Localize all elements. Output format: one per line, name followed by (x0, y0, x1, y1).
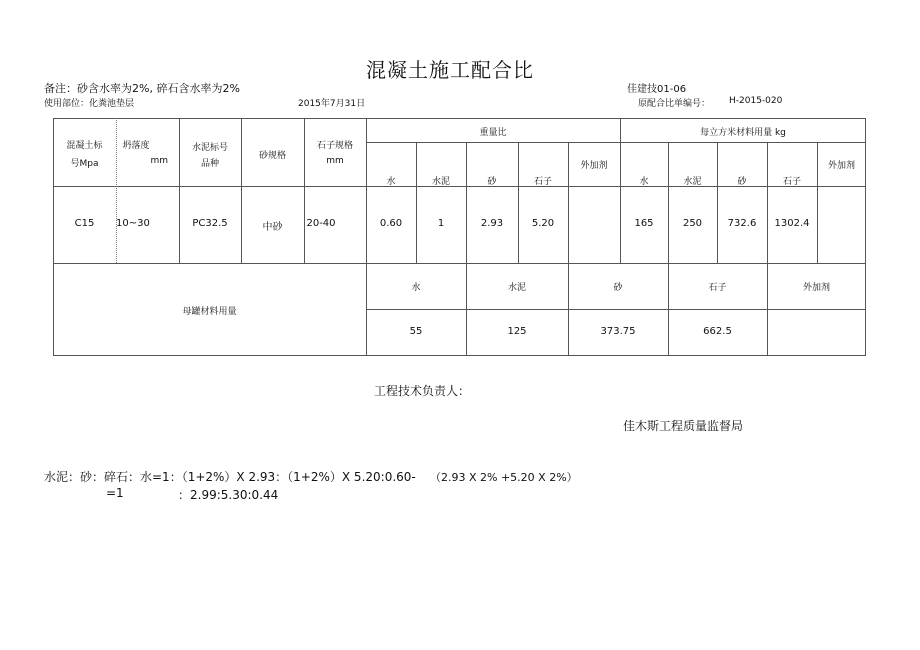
table-border (53, 118, 866, 356)
formula-line1-deduction: （2.93 X 2% +5.20 X 2%） (430, 471, 578, 484)
header-grade-line2: 号Mpa (70, 159, 99, 169)
header-stone-line1: 石子规格 (316, 141, 353, 151)
tank-header-admix: 外加剂 (802, 283, 830, 293)
tank-stone: 662.5 (703, 326, 732, 337)
table-line (620, 118, 621, 263)
tank-header-cement: 水泥 (507, 283, 526, 293)
cell-ratio-water: 0.60 (379, 218, 403, 229)
tank-water: 55 (409, 326, 423, 337)
doc-code: 佳建技01-06 (627, 84, 687, 95)
table-line (668, 263, 669, 356)
tech-lead-label: 工程技术负责人： (374, 384, 471, 398)
formula-line2-right: ：2.99:5.30:0.44 (178, 488, 279, 502)
orig-ratio-no-label: 原配合比单编号： (638, 99, 711, 109)
formula-line2-left: =1 (106, 486, 124, 500)
cell-m3-sand: 732.6 (727, 218, 757, 229)
cell-grade: C15 (74, 218, 95, 229)
header-ratio-cement: 水泥 (431, 177, 450, 187)
tank-cement: 125 (507, 326, 527, 337)
tank-sand: 373.75 (600, 326, 636, 337)
table-line (466, 142, 467, 263)
header-m3-cement: 水泥 (683, 177, 702, 187)
header-m3-sand: 砂 (737, 177, 747, 187)
usage-location: 使用部位：化粪池垫层 (44, 99, 135, 109)
header-m3-stone: 石子 (782, 177, 801, 187)
header-m3-admix: 外加剂 (827, 161, 855, 171)
cell-cement: PC32.5 (192, 218, 228, 229)
table-line (717, 142, 718, 263)
header-sand-spec: 砂规格 (258, 151, 286, 161)
orig-ratio-no: H-2015-020 (729, 96, 783, 106)
cell-stone-spec: 20-40 (306, 218, 336, 229)
header-m3-water: 水 (639, 177, 649, 187)
header-ratio-admix: 外加剂 (580, 161, 608, 171)
cell-sand-spec: 中砂 (262, 222, 283, 233)
cell-m3-cement: 250 (682, 218, 703, 229)
table-line (241, 118, 242, 263)
formula-line1: 水泥：砂：碎石：水=1：（1+2%）X 2.93：（1+2%）X 5.20:0.60- (44, 470, 416, 484)
header-slump-line2: mm (150, 156, 168, 166)
header-slump-line1: 坍落度 (122, 141, 150, 151)
supervision-bureau: 佳木斯工程质量监督局 (623, 419, 744, 433)
header-per-m3: 每立方米材料用量 kg (700, 128, 786, 138)
header-cement-line1: 水泥标号 (191, 143, 228, 153)
header-weight-ratio: 重量比 (479, 128, 507, 138)
tank-header-water: 水 (411, 283, 421, 293)
tank-header-sand: 砂 (613, 283, 623, 293)
table-line (518, 142, 519, 263)
page-title: 混凝土施工配合比 (366, 58, 534, 82)
cell-ratio-stone: 5.20 (531, 218, 555, 229)
table-line (568, 263, 569, 356)
header-ratio-sand: 砂 (487, 177, 497, 187)
table-line (366, 142, 866, 143)
table-line (366, 309, 866, 310)
cell-slump: 10~30 (116, 218, 150, 229)
table-line (466, 263, 467, 356)
table-line (767, 142, 768, 263)
cell-m3-water: 165 (634, 218, 654, 229)
cell-ratio-sand: 2.93 (480, 218, 504, 229)
issue-date: 2015年7月31日 (298, 99, 366, 109)
tank-label: 母罐材料用量 (182, 307, 237, 317)
table-line (366, 118, 367, 356)
table-line (668, 142, 669, 263)
tank-header-stone: 石子 (708, 283, 727, 293)
header-ratio-water: 水 (386, 177, 396, 187)
table-line (767, 263, 768, 356)
table-line (53, 263, 866, 264)
header-stone-line2: mm (326, 156, 344, 166)
header-grade-line1: 混凝土标 (66, 141, 103, 151)
moisture-note: 备注：砂含水率为2%, 碎石含水率为2% (44, 82, 240, 95)
header-ratio-stone: 石子 (533, 177, 552, 187)
header-cement-line2: 品种 (200, 159, 219, 169)
table-line (416, 142, 417, 263)
cell-ratio-cement: 1 (437, 218, 445, 229)
cell-m3-stone: 1302.4 (774, 218, 810, 229)
